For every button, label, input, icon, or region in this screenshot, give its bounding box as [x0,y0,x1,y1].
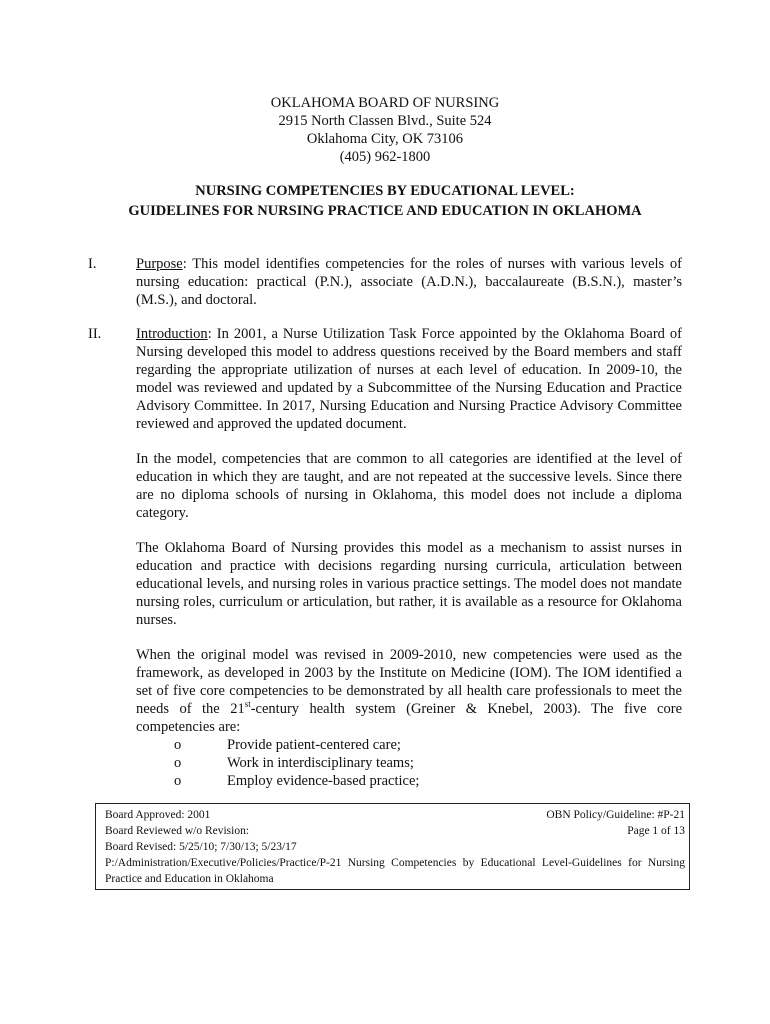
footer-row [105,807,685,823]
letterhead [0,94,770,166]
intro-paragraph-2: In the model, competencies that are common to all categories are identified at the level of education in which they are taught, and are not repeated at the successive levels. Since there are no diploma schools of nursing in Oklahoma, this model does not include a diploma category. [136,451,682,521]
intro-paragraph-4 [136,646,682,736]
page-number: Page 1 of 13 [627,825,685,837]
purpose-text: : This model identifies competencies for the roles of nurses with various levels of nursing education: practical (P.N.), associate (A.D.N.), baccalaureate (B.S.N.), master’s (M.S.), and doctoral. [136,256,682,308]
list-item: o Provide patient-centered care; [174,737,401,753]
intro-heading: Introduction [136,326,208,342]
bullet-icon: o [174,737,182,753]
intro-text-1: : In 2001, a Nurse Utilization Task Force appointed by the Oklahoma Board of Nursing developed this model to address questions received by the Board members and staff regarding the appropriate utilization of nurses at each level of education. In 2009-10, the model was reviewed and updated by a Subcommittee of the Nursing Education and Practice Advisory Committee. In 2017, Nursing Education and Nursing Practice Advisory Committee reviewed and approved the updated document. [136,326,682,432]
document-title [0,181,770,221]
section-introduction [88,325,682,790]
section-number: II. [88,326,102,342]
policy-number: OBN Policy/Guideline: #P-21 [546,809,685,821]
footer-box [95,803,690,890]
section-purpose [88,255,682,326]
bullet-icon: o [174,773,182,789]
intro-text-4b: -century health system (Greiner & Knebel, 2003). The five core competencies are: [136,701,683,735]
title-line-2: GUIDELINES FOR NURSING PRACTICE AND EDUCATION IN OKLAHOMA [128,203,642,219]
purpose-heading: Purpose [136,256,183,272]
org-name: OKLAHOMA BOARD OF NURSING [270,95,500,111]
intro-text-4a: When the original model was revised in 2009-2010, new competencies were used as the framework, as developed in 2003 by the Institute on Medicine (IOM). The IOM identified a set of five core competencies to be demonstrated by all health care professionals to meet the needs of the 21 [136,647,682,717]
title-line-1: NURSING COMPETENCIES BY EDUCATIONAL LEVEL: [195,183,575,199]
list-item: o Employ evidence-based practice; [174,773,420,789]
intro-paragraph-3: The Oklahoma Board of Nursing provides this model as a mechanism to assist nurses in education and practice with decisions regarding nursing curricula, articulation between educational levels, and nursing roles in various practice settings. The model does not mandate nursing roles, curriculum or articulation, but rather, it is available as a resource for Oklahoma nurses. [136,540,682,628]
org-phone: (405) 962-1800 [339,149,431,165]
bullet-icon: o [174,755,182,771]
section-number: I. [88,256,97,272]
core-competencies-list [136,736,682,790]
board-approved: Board Approved: 2001 [105,809,211,821]
file-path: P:/Administration/Executive/Policies/Practice/P-21 Nursing Competencies by Educational Level-Guidelines for Nursing Practice and Education in Oklahoma [105,857,685,885]
intro-paragraph-1 [136,325,682,433]
list-item: o Work in interdisciplinary teams; [174,755,414,771]
footer-row [105,823,685,839]
superscript-st: st [244,699,251,710]
org-address: 2915 North Classen Blvd., Suite 524 [278,113,492,129]
purpose-paragraph [136,255,682,309]
board-reviewed: Board Reviewed w/o Revision: [105,825,250,837]
org-city: Oklahoma City, OK 73106 [306,131,464,147]
board-revised: Board Revised: 5/25/10; 7/30/13; 5/23/17 [105,841,297,853]
